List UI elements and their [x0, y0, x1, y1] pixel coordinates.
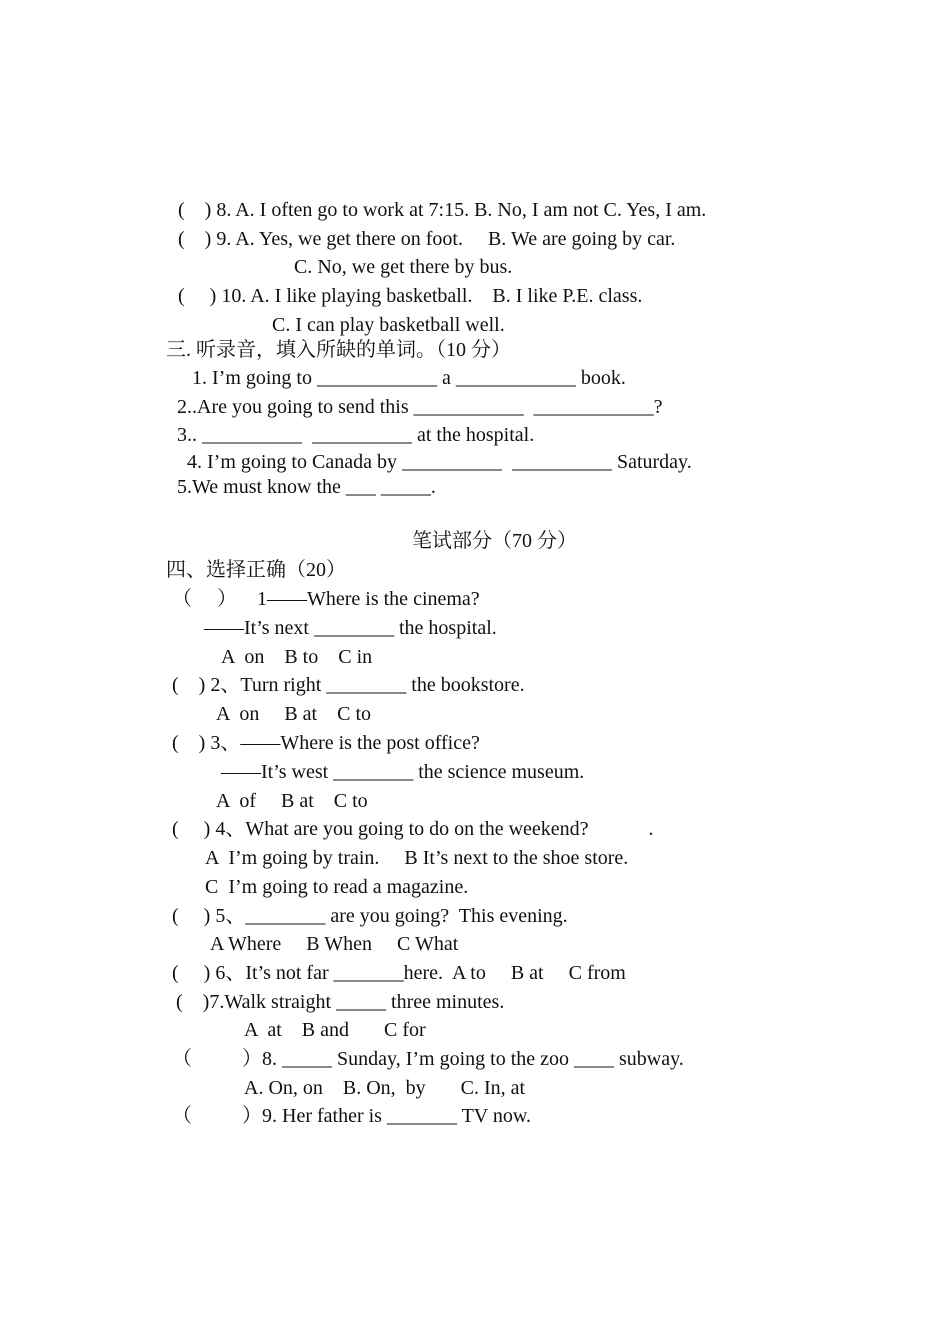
choice-q8-options: A. On, on B. On, by C. In, at [244, 1077, 526, 1099]
choice-q5: ( ) 5、________ are you going? This evening. [172, 905, 568, 927]
fill-item-5: 5.We must know the ___ _____. [177, 476, 436, 498]
question-10: ( ) 10. A. I like playing basketball. B. I like P.E. class. [178, 285, 643, 307]
choice-q7: ( )7.Walk straight _____ three minutes. [176, 991, 505, 1013]
fill-item-3: 3.. __________ __________ at the hospital. [177, 424, 535, 446]
question-9-option-c: C. No, we get there by bus. [294, 256, 513, 278]
choice-q6: ( ) 6、It’s not far _______here. A to B at C from [172, 962, 626, 984]
question-9: ( ) 9. A. Yes, we get there on foot. B. We are going by car. [178, 228, 676, 250]
choice-q1-answer: ——It’s next ________ the hospital. [204, 617, 497, 639]
choice-q9: （ ）9. Her father is _______ TV now. [172, 1105, 532, 1127]
question-10-option-c: C. I can play basketball well. [272, 314, 505, 336]
section-3-heading: 三. 听录音，填入所缺的单词。（10 分） [166, 339, 511, 361]
choice-q7-options: A at B and C for [244, 1019, 426, 1041]
choice-q3-answer: ——It’s west ________ the science museum. [221, 761, 585, 783]
fill-item-2: 2..Are you going to send this ___________ ____________? [177, 396, 663, 418]
question-8: ( ) 8. A. I often go to work at 7:15. B. No, I am not C. Yes, I am. [178, 199, 707, 221]
fill-item-4: 4. I’m going to Canada by __________ __________ Saturday. [187, 451, 692, 473]
choice-q4-option-c: C I’m going to read a magazine. [205, 876, 469, 898]
choice-q1: （ ） 1——Where is the cinema? [172, 588, 480, 610]
written-part-title: 笔试部分（70 分） [412, 530, 577, 552]
choice-q1-options: A on B to C in [221, 646, 373, 668]
choice-q5-options: A Where B When C What [210, 933, 459, 955]
choice-q2: ( ) 2、Turn right ________ the bookstore. [172, 674, 525, 696]
choice-q3-options: A of B at C to [216, 790, 368, 812]
choice-q3: ( ) 3、——Where is the post office? [172, 732, 480, 754]
choice-q4-options-ab: A I’m going by train. B It’s next to the shoe store. [205, 847, 629, 869]
choice-q4: ( ) 4、What are you going to do on the weekend? . [172, 818, 654, 840]
choice-q8: （ ）8. _____ Sunday, I’m going to the zoo ____ subway. [172, 1048, 684, 1070]
section-4-heading: 四、选择正确（20） [166, 559, 346, 581]
fill-item-1: 1. I’m going to ____________ a ____________ book. [192, 367, 626, 389]
choice-q2-options: A on B at C to [216, 703, 372, 725]
